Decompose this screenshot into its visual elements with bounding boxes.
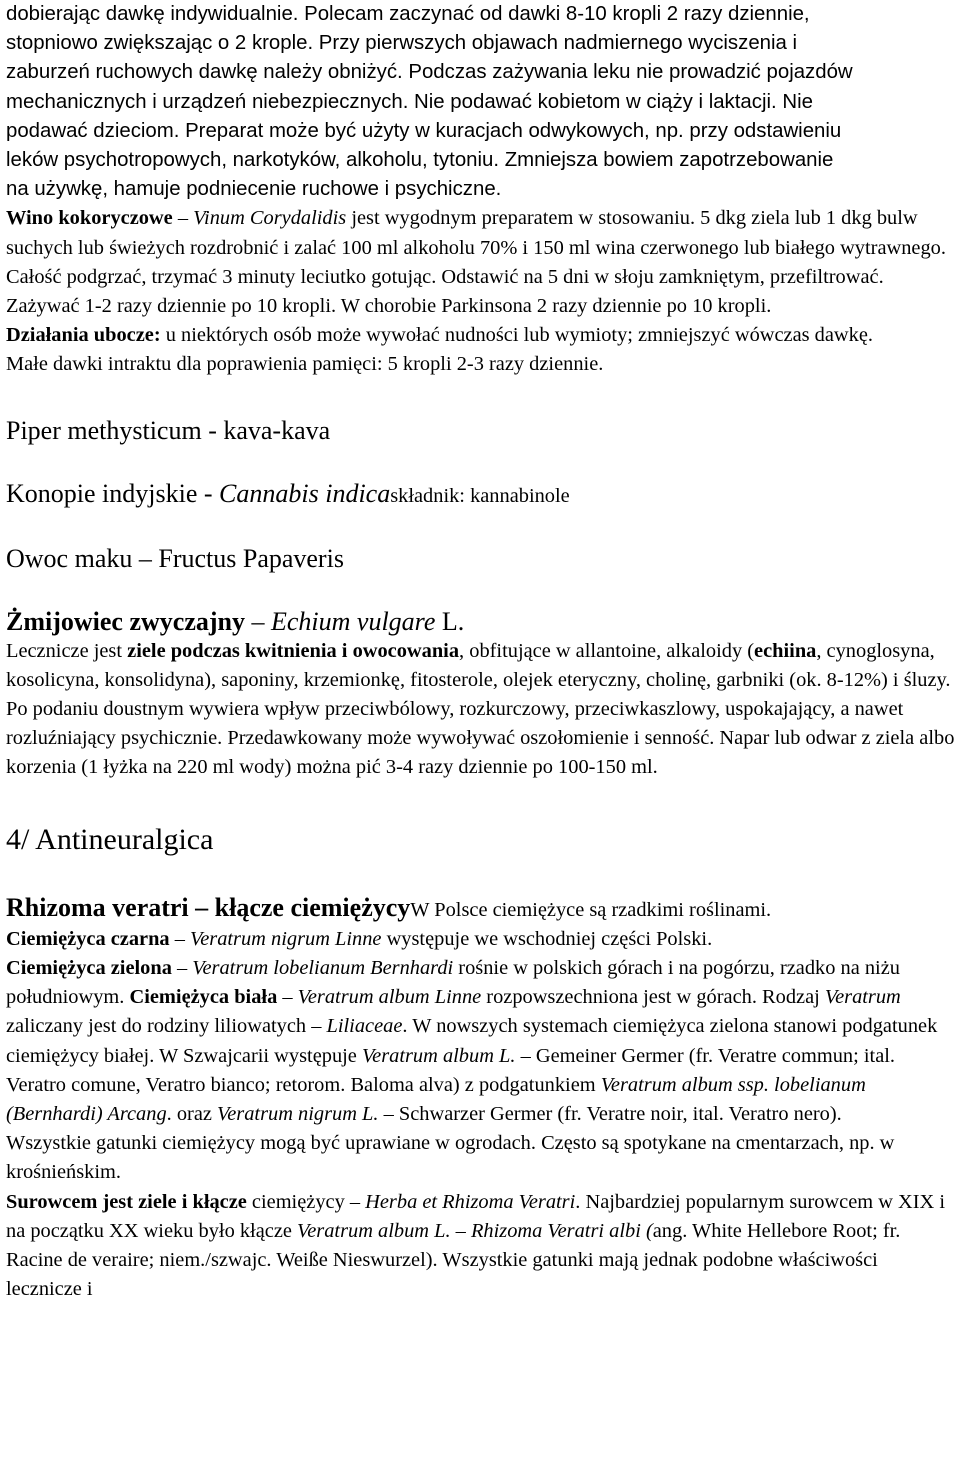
bold-text: Ciemiężyca biała bbox=[129, 986, 278, 1009]
wszystkie-paragraph: Wszystkie gatunki ciemiężycy mogą być uprawiane w ogrodach. Często są spotykane na cmentarzach, np. w krośnieńskim. bbox=[6, 1132, 895, 1184]
heading-antineuralgica: 4/ Antineuralgica bbox=[6, 822, 214, 856]
text: rozpowszechniona jest w górach. Rodzaj bbox=[481, 986, 825, 1009]
po-podaniu-paragraph: Po podaniu doustnym wywiera wpływ przeciwbólowy, rozkurczowy, przeciwkaszlowy, uspokajający, a nawet rozluźniający psychicznie. Przedawkowany może wywoływać oszołomienie i senność. Napar lub odwar z ziela albo korzenia (1 łyżka na 220 ml wody) można pić 3-4 razy dziennie po 100-150 ml. bbox=[6, 698, 955, 779]
text: ciemiężycy – bbox=[246, 1190, 366, 1213]
italic-text: Liliaceae bbox=[326, 1015, 403, 1038]
konopie-name: Konopie indyjskie - bbox=[6, 478, 220, 508]
text: , cynoglosyna, kosolicyna, konsolidyna), saponiny, krzemionkę, fitosterole, olejek eteryczny, cholinę, garbniki (ok. 8-12%) i śluzy. bbox=[6, 639, 951, 691]
italic-text: Veratrum nigrum L. bbox=[217, 1103, 379, 1126]
dash: – bbox=[244, 606, 271, 636]
text: . W nowszych systemach ciemiężyca zielona stanowi podgatunek ciemiężycy białej. W Szwajcarii występuje bbox=[6, 1015, 938, 1067]
text: – bbox=[450, 1219, 471, 1242]
zmijowiec-name: Żmijowiec zwyczajny bbox=[6, 606, 245, 636]
dash: – bbox=[172, 207, 194, 230]
heading-konopie bbox=[6, 479, 956, 511]
intro-line-5: podawać dzieciom. Preparat może być użyty w kuracjach odwykowych, np. przy odstawieniu bbox=[6, 119, 842, 142]
text: rośnie w polskich górach i na pogórzu, rzadko na niżu południowym. bbox=[6, 957, 900, 1009]
heading-zmijowiec bbox=[6, 607, 956, 637]
rhizoma-title: Rhizoma veratri – kłącze ciemiężycy bbox=[6, 892, 411, 922]
dash: – bbox=[169, 927, 191, 950]
lecznicze-paragraph bbox=[6, 637, 956, 695]
intro-line-1: dobierając dawkę indywidualnie. Polecam zaczynać od dawki 8-10 kropli 2 razy dziennie, bbox=[6, 3, 810, 25]
side-effects-paragraph bbox=[6, 321, 956, 350]
bold-text: Surowcem jest ziele i kłącze bbox=[6, 1190, 247, 1213]
text: . oraz bbox=[166, 1103, 218, 1126]
small-doses-paragraph: Małe dawki intraktu dla poprawienia pamięci: 5 kropli 2-3 razy dziennie. bbox=[6, 353, 604, 376]
italic-text: Veratrum nigrum Linne bbox=[190, 927, 382, 950]
text: ang. White Hellebore Root; fr. Racine de veraire; niem./szwajc. Weiße Nieswurzel). Wszystkie gatunki mają jednak podobne właściwości lecznicze i bbox=[6, 1219, 901, 1301]
italic-text: Veratrum album ssp. lobelianum (Bernhardi) Arcang bbox=[6, 1073, 866, 1126]
dash: – bbox=[171, 957, 193, 980]
wino-title: Wino kokoryczowe bbox=[6, 207, 173, 230]
side-effects-label: Działania ubocze: bbox=[6, 324, 161, 347]
italic-text: Veratrum album L. bbox=[361, 1044, 516, 1067]
wino-latin: Vinum Corydalidis bbox=[193, 207, 347, 230]
intro-line-6: leków psychotropowych, narkotyków, alkoholu, tytoniu. Zmniejsza bowiem zapotrzebowanie bbox=[6, 149, 834, 172]
intro-line-3: zaburzeń ruchowych dawkę należy obniżyć. Podczas zażywania leku nie prowadzić pojazdów bbox=[6, 61, 853, 84]
heading-owoc-maku: Owoc maku – Fructus Papaveris bbox=[6, 543, 344, 573]
dash: – bbox=[277, 986, 298, 1009]
italic-text: Rhizoma Veratri albi ( bbox=[470, 1219, 653, 1242]
text: zaliczany jest do rodziny liliowatych – bbox=[6, 1015, 327, 1038]
rhizoma-paragraph bbox=[6, 893, 956, 925]
zielona-paragraph bbox=[6, 954, 956, 1129]
intro-paragraph bbox=[6, 0, 956, 204]
bold-text: ziele podczas kwitnienia i owocowania bbox=[127, 639, 460, 662]
bold-text: echiina bbox=[754, 639, 817, 662]
side-effects-text: u niektórych osób może wywołać nudności lub wymioty; zmniejszyć wówczas dawkę. bbox=[160, 324, 873, 347]
italic-text: Veratrum lobelianum Bernhardi bbox=[192, 957, 454, 980]
intro-line-2: stopniowo zwiększając o 2 krople. Przy pierwszych objawach nadmiernego wyciszenia i bbox=[6, 32, 798, 55]
text: występuje we wschodniej części Polski. bbox=[381, 927, 713, 950]
czarna-paragraph bbox=[6, 925, 956, 954]
konopie-note: składnik: kannabinole bbox=[390, 484, 570, 507]
text: – Gemeiner Germer (fr. Veratre commun; ital. Veratro comune, Veratro bianco; retorom. Baloma alva) z podgatunkiem bbox=[6, 1044, 896, 1096]
intro-line-7: na używkę, hamuje podniecenie ruchowe i psychiczne. bbox=[6, 178, 502, 201]
text: Lecznicze jest bbox=[6, 639, 128, 662]
italic-text: Veratrum album L. bbox=[297, 1219, 451, 1242]
wino-text: jest wygodnym preparatem w stosowaniu. 5 dkg ziela lub 1 dkg bulw suchych lub świeżych rozdrobnić i zalać 100 ml alkoholu 70% i 150 ml wina czerwonego lub białego wytrawnego. Całość podgrzać, trzymać 3 minuty leciutko gotując. Odstawić na 5 dni w słoju zamkniętym, przefiltrować. Zażywać 1-2 razy dziennie po 10 kropli. W chorobie Parkinsona 2 razy dziennie po 10 kropli. bbox=[6, 207, 946, 318]
text: , obfitujące w allantoine, alkaloidy ( bbox=[459, 639, 755, 662]
intro-line-4: mechanicznych i urządzeń niebezpiecznych. Nie podawać kobietom w ciąży i laktacji. Nie bbox=[6, 90, 813, 113]
italic-text: Veratrum album Linne bbox=[297, 986, 482, 1009]
surowcem-paragraph bbox=[6, 1188, 956, 1305]
zmijowiec-latin: Echium vulgare bbox=[270, 606, 436, 636]
italic-text: Herba et Rhizoma Veratri bbox=[365, 1190, 576, 1213]
italic-text: Veratrum bbox=[824, 986, 901, 1009]
konopie-latin: Cannabis indica bbox=[219, 478, 391, 508]
wino-paragraph bbox=[6, 204, 956, 321]
text: . Najbardziej popularnym surowcem w XIX i na początku XX wieku było kłącze bbox=[6, 1190, 946, 1242]
text: – Schwarzer Germer (fr. Veratre noir, ital. Veratro nero). bbox=[378, 1103, 842, 1126]
rhizoma-text: W Polsce ciemiężyce są rzadkimi roślinami. bbox=[410, 898, 772, 921]
heading-piper: Piper methysticum - kava-kava bbox=[6, 415, 331, 445]
zmijowiec-author: L. bbox=[435, 606, 465, 636]
bold-text: Ciemiężyca zielona bbox=[6, 957, 172, 980]
bold-text: Ciemiężyca czarna bbox=[6, 927, 170, 950]
